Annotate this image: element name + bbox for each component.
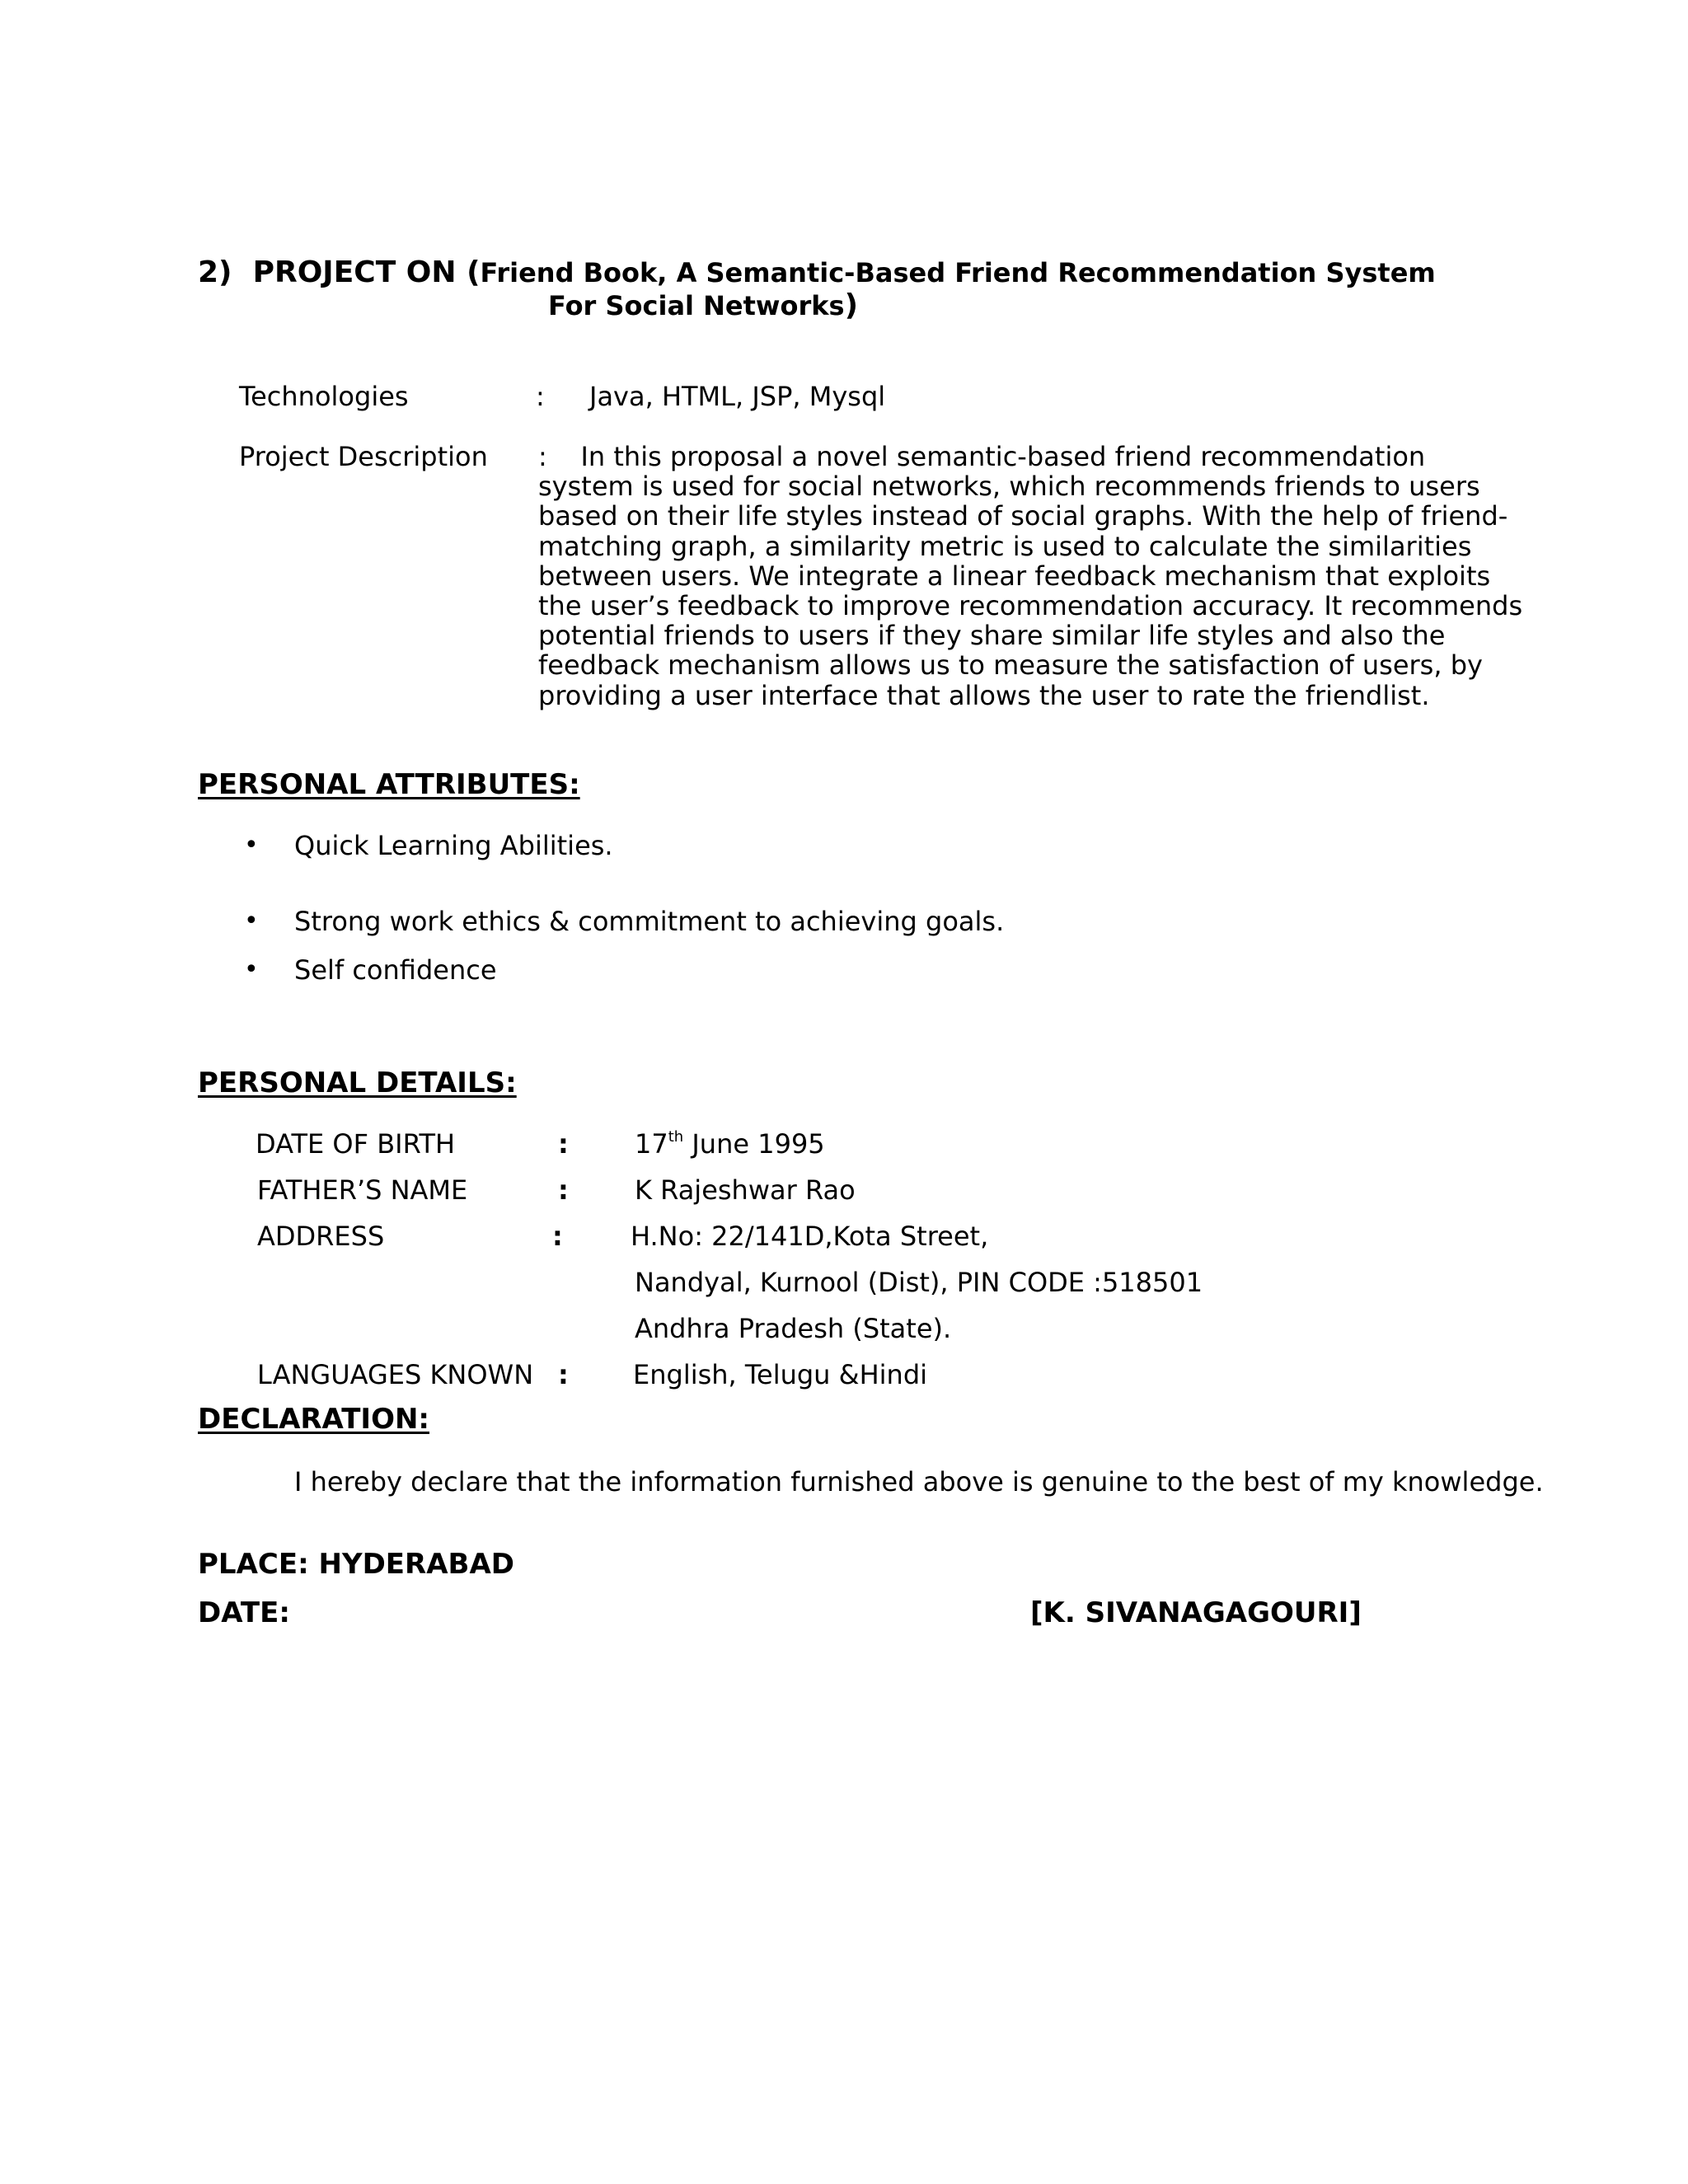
attribute-item: Strong work ethics & commitment to achieving goals. — [294, 906, 1005, 937]
address-line-3: Andhra Pradesh (State). — [635, 1313, 952, 1344]
description-colon: : — [538, 441, 547, 472]
project-open-paren: ( — [467, 255, 481, 289]
description-line-9: providing a user interface that allows the user to rate the friendlist. — [538, 679, 1430, 711]
father-name-label: FATHER’S NAME — [257, 1174, 468, 1206]
dob-value: 17th June 1995 — [635, 1128, 825, 1160]
description-line-3: based on their life styles instead of social graphs. With the help of friend- — [538, 500, 1508, 532]
address-colon: : — [552, 1221, 563, 1252]
project-number: 2) — [198, 255, 232, 289]
address-line-1: H.No: 22/141D,Kota Street, — [631, 1221, 989, 1252]
bullet-icon: • — [244, 955, 259, 984]
description-line-6: the user’s feedback to improve recommendation accuracy. It recommends — [538, 590, 1523, 622]
description-line-5: between users. We integrate a linear feedback mechanism that exploits — [538, 560, 1491, 592]
description-line-7: potential friends to users if they share similar life styles and also the — [538, 620, 1446, 652]
technologies-colon: : — [536, 381, 545, 412]
project-description — [538, 441, 1523, 711]
dob-colon: : — [558, 1128, 569, 1160]
project-close-paren: ) — [844, 288, 859, 322]
place-line: PLACE: HYDERABAD — [198, 1548, 514, 1581]
personal-details-heading: PERSONAL DETAILS: — [198, 1066, 517, 1099]
personal-attributes-heading: PERSONAL ATTRIBUTES: — [198, 768, 580, 801]
project-heading — [198, 255, 1436, 289]
attribute-item: Self confidence — [294, 954, 497, 986]
languages-label: LANGUAGES KNOWN — [257, 1359, 534, 1390]
bullet-icon: • — [244, 831, 259, 860]
attribute-item: Quick Learning Abilities. — [294, 830, 613, 861]
languages-value: English, Telugu &Hindi — [633, 1359, 928, 1390]
address-label: ADDRESS — [257, 1221, 385, 1252]
declaration-heading: DECLARATION: — [198, 1403, 430, 1436]
description-line-1: : In this proposal a novel semantic-based friend recommendation — [538, 441, 1426, 472]
dob-label: DATE OF BIRTH — [256, 1128, 456, 1160]
project-description-label: Project Description — [239, 441, 488, 472]
project-title-line2-row — [548, 288, 858, 322]
project-title-line1: Friend Book, A Semantic-Based Friend Recommendation System — [480, 257, 1436, 288]
project-label: PROJECT ON — [252, 255, 457, 289]
bullet-icon: • — [244, 907, 259, 935]
declaration-text: I hereby declare that the information furnished above is genuine to the best of my knowledge. — [294, 1466, 1544, 1497]
signature-name: [K. SIVANAGAGOURI] — [1030, 1596, 1362, 1629]
description-line-2: system is used for social networks, which recommends friends to users — [538, 471, 1480, 503]
description-line-4: matching graph, a similarity metric is used to calculate the similarities — [538, 530, 1472, 562]
address-line-2: Nandyal, Kurnool (Dist), PIN CODE :518501 — [635, 1267, 1203, 1298]
father-name-colon: : — [558, 1174, 569, 1206]
description-line-8: feedback mechanism allows us to measure the satisfaction of users, by — [538, 649, 1483, 682]
languages-colon: : — [558, 1359, 569, 1390]
project-title-line2: For Social Networks — [548, 290, 845, 321]
technologies-value: Java, HTML, JSP, Mysql — [589, 381, 886, 412]
date-line: DATE: — [198, 1596, 290, 1629]
father-name-value: K Rajeshwar Rao — [635, 1174, 856, 1206]
technologies-label: Technologies — [239, 381, 409, 412]
